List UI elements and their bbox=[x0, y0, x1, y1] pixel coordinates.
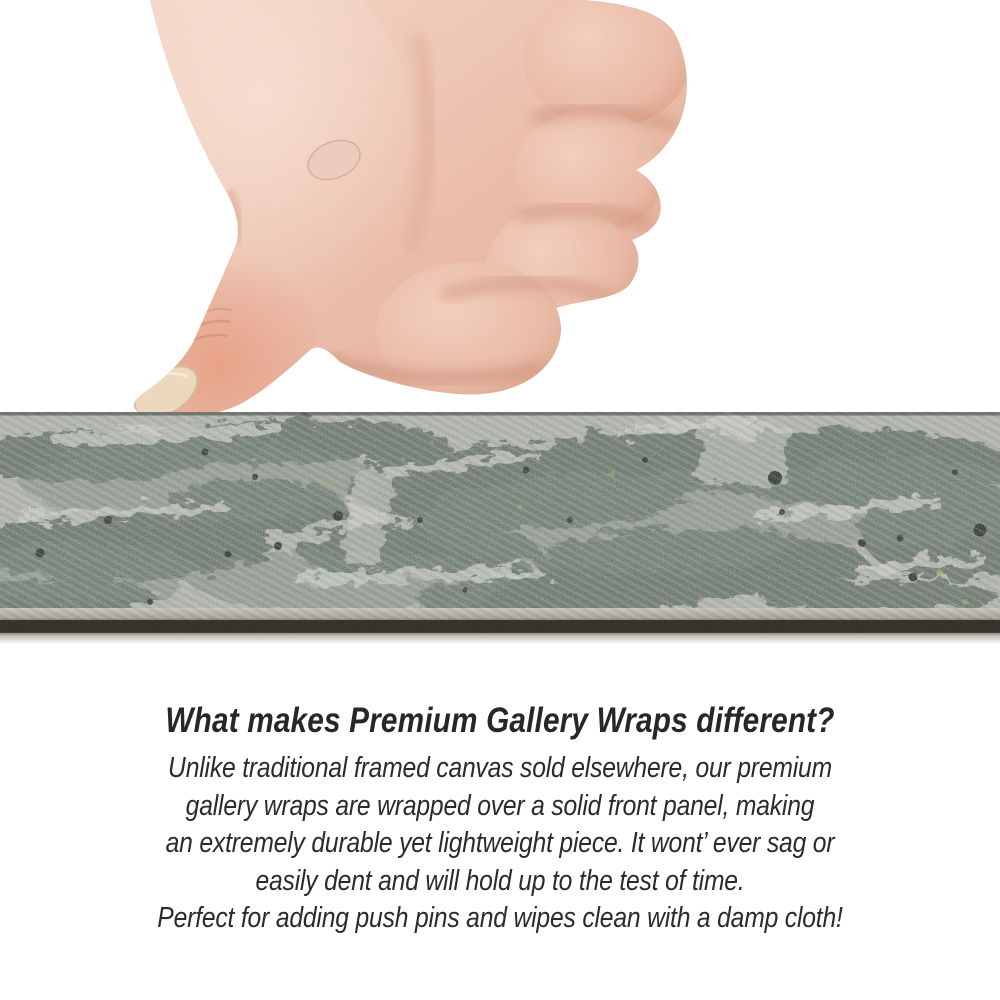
body-text bbox=[0, 750, 1000, 938]
body-line-3: an extremely durable yet lightweight piece. It wont’ ever sag or bbox=[165, 827, 835, 859]
marketing-copy bbox=[0, 698, 1000, 938]
hand-pressing-illustration bbox=[112, 0, 697, 420]
body-line-1: Unlike traditional framed canvas sold elsewhere, our premium bbox=[168, 752, 832, 784]
body-line-2: gallery wraps are wrapped over a solid front panel, making bbox=[185, 789, 815, 822]
headline: What makes Premium Gallery Wraps different? bbox=[165, 701, 835, 740]
canvas-strip-texture bbox=[0, 412, 1000, 644]
body-line-4: easily dent and will hold up to the test of time. bbox=[255, 864, 745, 897]
hand-photo bbox=[112, 0, 697, 420]
body-line-5: Perfect for adding push pins and wipes clean with a damp cloth! bbox=[157, 902, 843, 934]
canvas-strip bbox=[0, 412, 1000, 644]
